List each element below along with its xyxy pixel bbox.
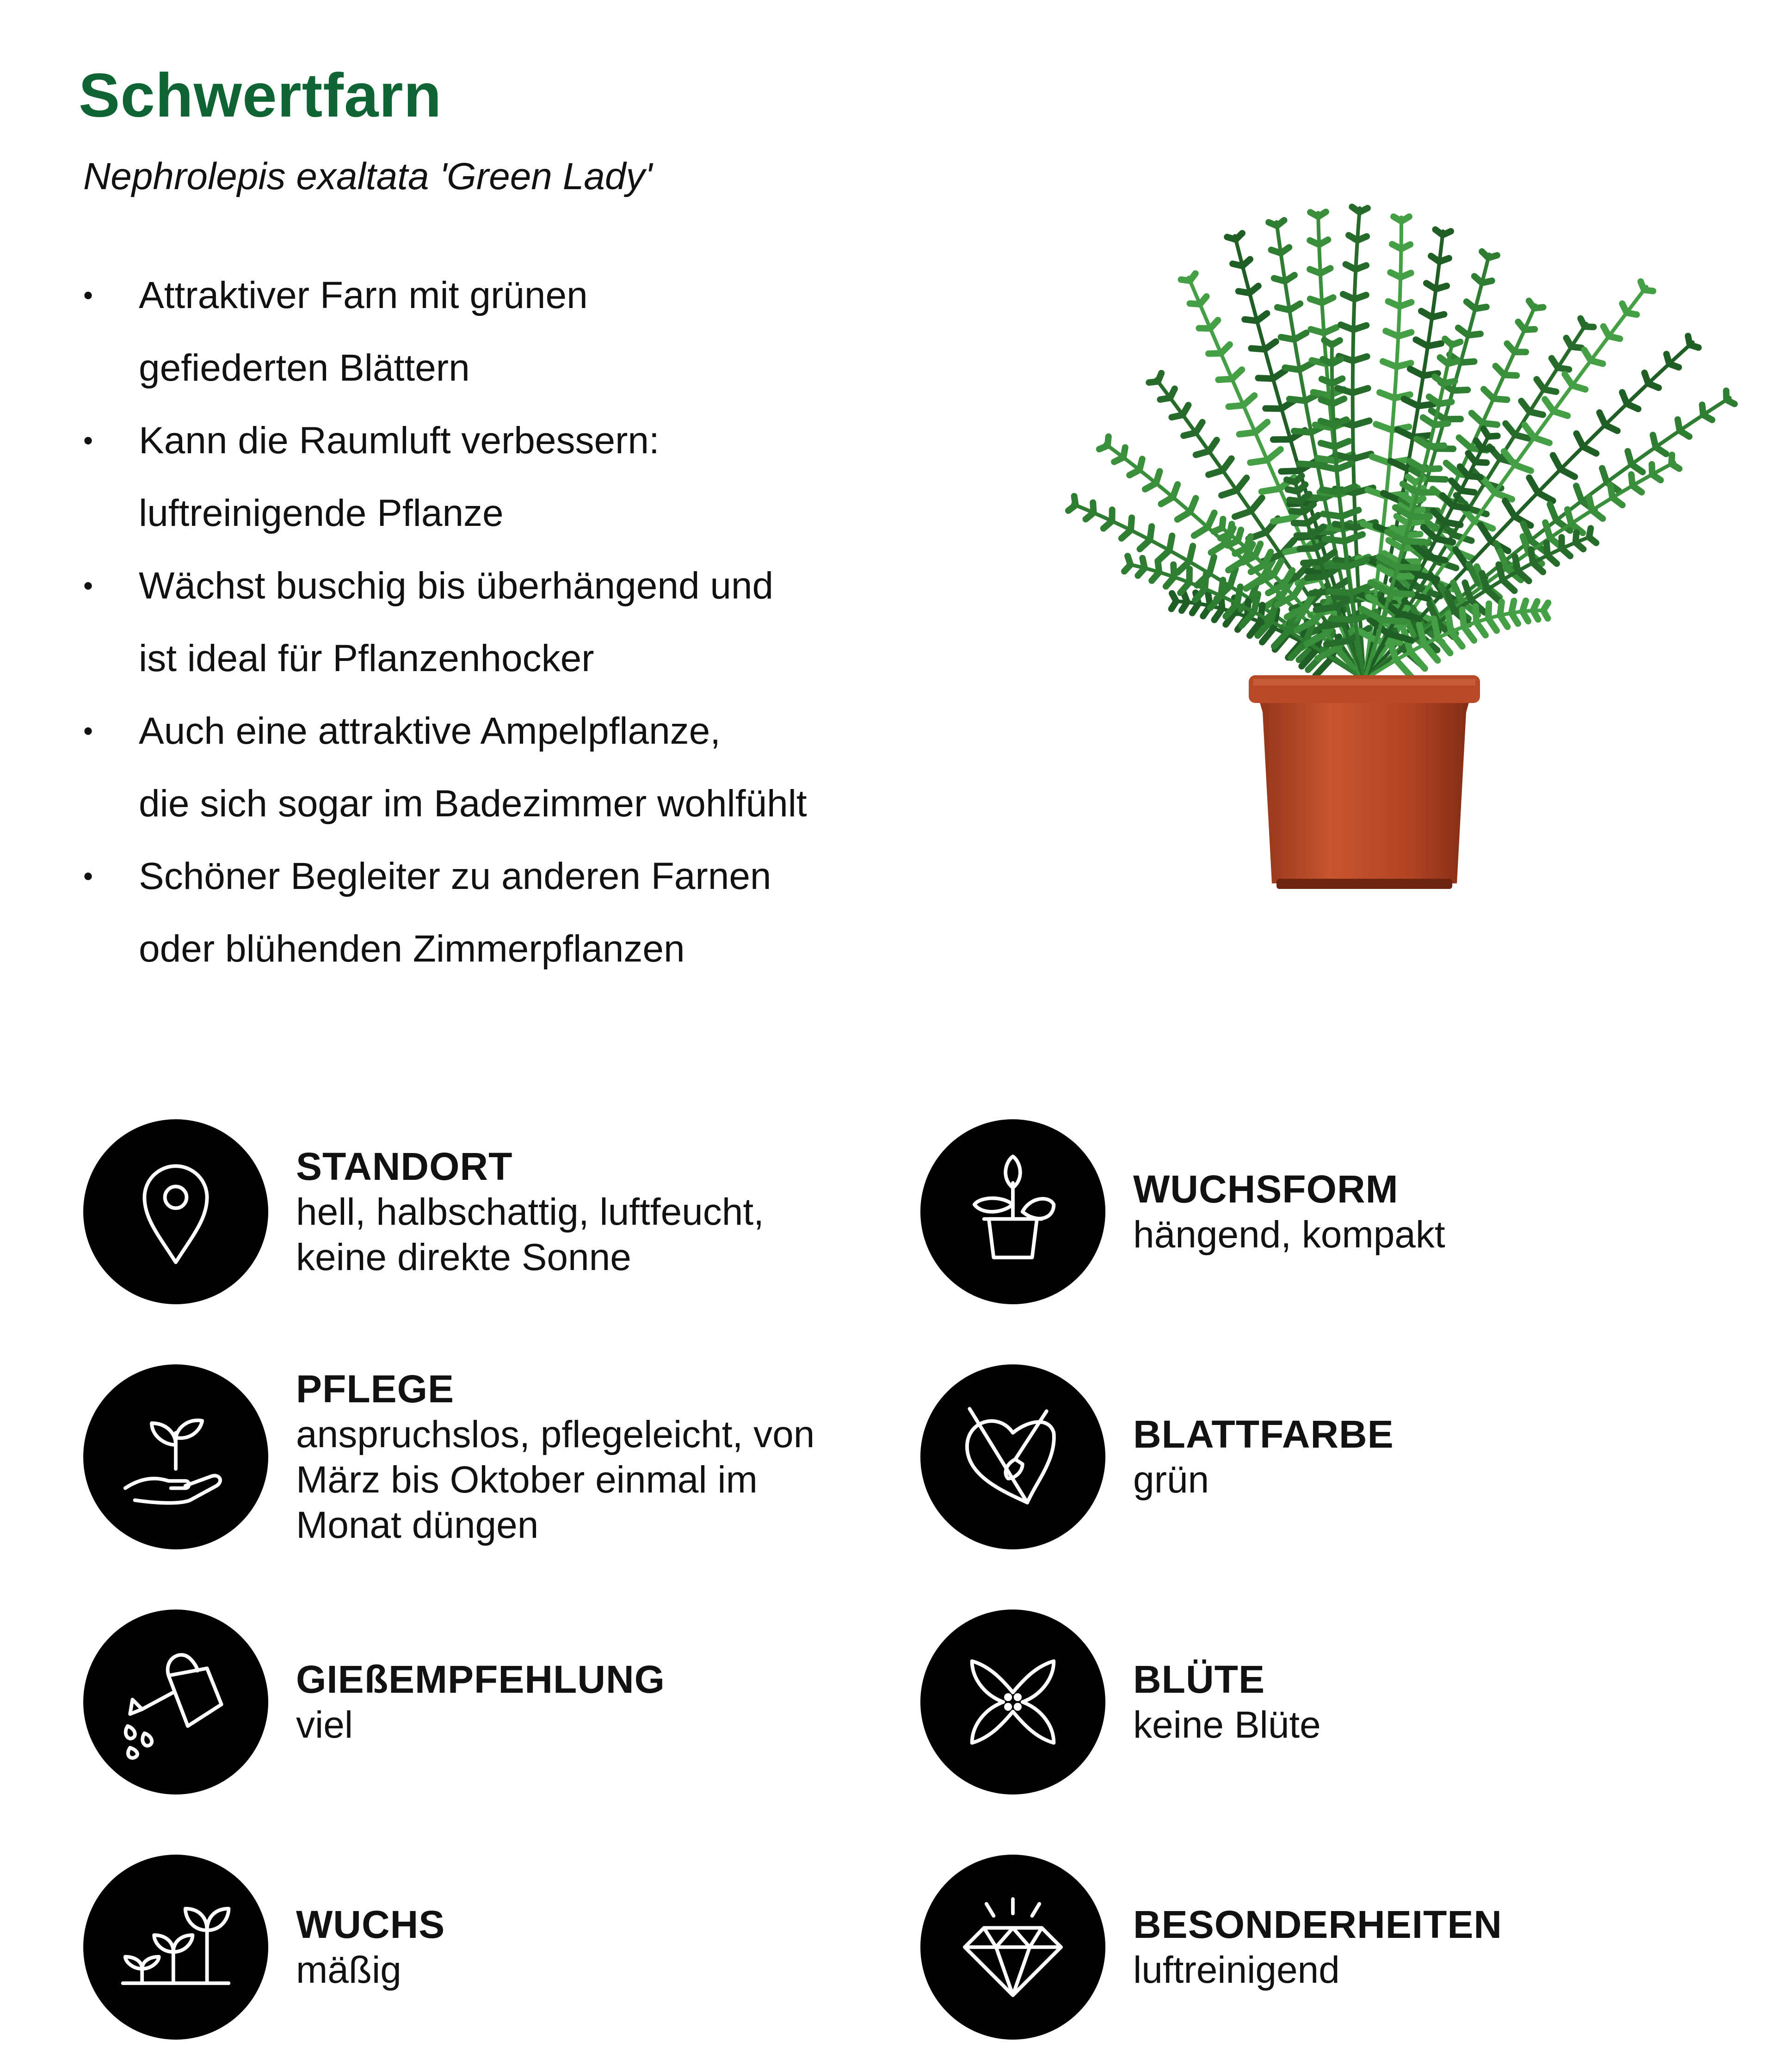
- feature-text: ist ideal für Pflanzenhocker: [139, 637, 594, 679]
- fern-leaflet: [1229, 405, 1244, 407]
- fern-leaflet: [1160, 398, 1170, 400]
- plant-pot: [1249, 675, 1480, 889]
- attribute-value: hell, halbschattig, luftfeucht, keine direkte Sonne: [296, 1191, 764, 1278]
- fern-leaflet: [1496, 366, 1505, 375]
- attribute-label: BLATTFARBE: [1133, 1412, 1394, 1456]
- fern-leaflet: [1218, 379, 1232, 380]
- fern-leaflet: [1321, 466, 1337, 469]
- sprouts-icon: [83, 1855, 268, 2040]
- fern-leaflet: [1383, 361, 1397, 367]
- fern-leaflet: [1446, 463, 1459, 474]
- attribute-label: STANDORT: [296, 1145, 513, 1188]
- fern-leaflet: [1166, 577, 1174, 586]
- fern-leaflet: [1518, 322, 1525, 330]
- fern-leaflet: [1325, 539, 1344, 541]
- fern-leaflet: [1190, 303, 1200, 304]
- fern-leaflet: [1227, 541, 1238, 545]
- fern-leaflet: [1262, 489, 1280, 492]
- fern-leaflet: [1194, 527, 1208, 536]
- fern-leaflet: [1602, 468, 1607, 482]
- fern-leaflet: [1567, 509, 1571, 524]
- fern-leaflet: [1467, 302, 1475, 308]
- fern-leaflet: [1335, 524, 1355, 528]
- fern-leaflet: [1468, 453, 1475, 462]
- fern-leaflet: [1576, 532, 1577, 543]
- fern-leaflet: [1500, 602, 1501, 615]
- fern-leaflet: [1472, 413, 1483, 423]
- fern-leaflet: [1622, 392, 1627, 404]
- bullet: •: [83, 715, 93, 746]
- fern-leaflet: [1214, 609, 1222, 620]
- bullet: •: [83, 280, 93, 311]
- fern-leaflet: [1408, 477, 1415, 482]
- fern-leaflet: [1666, 354, 1669, 364]
- feature-text: die sich sogar im Badezimmer wohlfühlt: [139, 783, 807, 825]
- fern-leaflet: [1138, 568, 1145, 575]
- feature-text: luftreinigende Pflanze: [139, 492, 504, 534]
- fern-leaflet: [1505, 424, 1515, 435]
- fern-leaflet: [1380, 392, 1394, 398]
- fern-leaflet: [1610, 485, 1612, 498]
- fern-leaflet: [1335, 455, 1353, 459]
- feature-text: Wächst buschig bis überhängend und: [139, 565, 774, 607]
- fern-leaflet: [1172, 415, 1183, 417]
- fern-leaflet: [1265, 408, 1282, 409]
- fern-leaflet: [1702, 405, 1703, 415]
- attribute-value: mäßig: [296, 1949, 401, 1991]
- fern-leaflet: [1291, 511, 1304, 512]
- feature-text: Auch eine attraktive Ampelpflanze,: [139, 710, 721, 752]
- fern-leaflet: [1547, 543, 1548, 555]
- fern-leaflet: [1294, 431, 1311, 432]
- fern-leaflet: [1550, 505, 1556, 520]
- fern-leaflet: [1114, 457, 1123, 462]
- fern-leaflet: [1145, 483, 1156, 489]
- fern-leaflet: [1349, 235, 1357, 240]
- attribute-value: viel: [296, 1704, 353, 1746]
- fern-leaflet: [1484, 389, 1493, 399]
- attribute-standort: [83, 1119, 764, 1304]
- fern-leaflet: [1321, 623, 1343, 627]
- fern-leaflet: [1631, 475, 1633, 486]
- fern-leaflet: [1515, 556, 1518, 571]
- fern-leaflet: [1303, 562, 1320, 563]
- fern-leaflet: [1287, 480, 1295, 482]
- fern-leaflet: [1251, 565, 1264, 572]
- feature-item: [83, 767, 916, 840]
- fern-leaflet: [1321, 443, 1335, 447]
- attribute-label: BLÜTE: [1133, 1658, 1265, 1701]
- fern-leaflet: [1321, 400, 1332, 404]
- fern-leaflet: [1221, 534, 1230, 538]
- fern-leaflet: [1483, 479, 1495, 493]
- fern-leaflet: [1445, 339, 1452, 345]
- fern-leaflet: [1196, 451, 1209, 455]
- flower-icon: [920, 1610, 1105, 1794]
- fern-leaflet: [1565, 374, 1572, 385]
- fern-leaflet: [1161, 497, 1172, 504]
- fern-plant-image: [1036, 204, 1748, 916]
- fern-leaflet: [1416, 339, 1428, 346]
- fern-leaflet: [1250, 460, 1267, 462]
- attribute-label: GIEßEMPFEHLUNG: [296, 1658, 666, 1701]
- feature-item: [83, 259, 916, 332]
- fern-leaflet: [1628, 451, 1631, 464]
- fern-leaflet: [1552, 358, 1558, 368]
- fern-leaflet: [1435, 377, 1444, 383]
- fern-leaflet: [1488, 604, 1489, 618]
- feature-item: [83, 695, 916, 767]
- fern-leaflet: [1545, 399, 1554, 411]
- fern-leaflet: [1589, 528, 1591, 537]
- fern-leaflet: [1172, 601, 1177, 609]
- feature-item: [83, 913, 916, 985]
- bullet: •: [83, 861, 93, 892]
- feature-item: [83, 840, 916, 913]
- fern-leaflet: [1211, 543, 1226, 553]
- attribute-label: WUCHS: [296, 1903, 445, 1946]
- fern-leaflet: [1311, 329, 1324, 333]
- fern-leaflet: [1726, 391, 1727, 400]
- feature-item: [83, 332, 916, 404]
- fern-leaflet: [1332, 618, 1355, 620]
- fern-leaflet: [1214, 528, 1222, 532]
- fern-leaflet: [1324, 340, 1332, 345]
- fern-leaflet: [1251, 348, 1264, 349]
- fern-leaflet: [1536, 379, 1544, 389]
- fern-leaflet: [1310, 299, 1322, 302]
- attribute-besonderheiten: [920, 1855, 1502, 2040]
- fern-leaflet: [1498, 565, 1502, 580]
- fern-leaflet: [1317, 458, 1335, 461]
- fern-leaflet: [1410, 369, 1423, 376]
- feature-item: [83, 477, 916, 549]
- fern-leaflet: [1086, 513, 1094, 519]
- attribute-value: luftreinigend: [1133, 1949, 1340, 1991]
- fern-leaflet: [1294, 523, 1307, 524]
- fern-leaflet: [1523, 601, 1526, 611]
- feature-text: oder blühenden Zimmerpflanzen: [139, 928, 685, 970]
- fern-leaflet: [1314, 392, 1329, 395]
- fern-leaflet: [1192, 604, 1198, 613]
- fern-leaflet: [1323, 514, 1341, 517]
- attribute-blattfarbe: [920, 1364, 1394, 1549]
- fern-leaflet: [1307, 569, 1329, 571]
- feature-item: [83, 549, 916, 622]
- fern-leaflet: [1396, 660, 1412, 677]
- fern-leaflet: [1288, 489, 1298, 491]
- fern-leaflet: [1352, 207, 1359, 212]
- attribute-label: WUCHSFORM: [1133, 1167, 1399, 1211]
- fern-leaflet: [1394, 216, 1401, 221]
- attribute-value: grün: [1133, 1459, 1209, 1501]
- fern-leaflet: [1580, 318, 1585, 327]
- product-title: Schwertfarn: [79, 61, 442, 130]
- fern-leaflet: [1209, 470, 1223, 475]
- fern-leaflet: [1543, 603, 1548, 610]
- feature-item: [83, 404, 916, 477]
- fern-leaflet: [1640, 282, 1644, 290]
- fern-leaflet: [1576, 433, 1583, 447]
- location-pin-icon: [83, 1119, 268, 1304]
- fern-leaflet: [1423, 418, 1435, 425]
- fern-leaflet: [1372, 456, 1389, 462]
- fern-leaflet: [1326, 641, 1350, 644]
- fern-leaflet: [1277, 307, 1289, 310]
- fern-leaflet: [1322, 379, 1332, 383]
- fern-leaflet: [1529, 301, 1534, 308]
- fern-leaflet: [1271, 250, 1281, 253]
- fern-leaflet: [1584, 350, 1591, 361]
- fern-leaflet: [1382, 620, 1406, 622]
- diamond-icon: [920, 1855, 1105, 2040]
- fern-leaflet: [1322, 489, 1339, 493]
- fern-leaflet: [1599, 413, 1605, 425]
- fern-leaflet: [1181, 279, 1190, 281]
- fern-leaflet: [1533, 601, 1537, 610]
- fern-leaflet: [1310, 269, 1320, 273]
- fern-leaflet: [1346, 264, 1356, 269]
- attribute-label: BESONDERHEITEN: [1133, 1903, 1503, 1946]
- leaf-brush-icon: [920, 1364, 1105, 1549]
- feature-text: gefiederten Blättern: [139, 347, 470, 389]
- fern-leaflet: [1209, 353, 1221, 354]
- fern-leaflet: [1553, 455, 1560, 469]
- fern-leaflet: [1068, 505, 1076, 511]
- attribute-value: keine Blüte: [1133, 1704, 1321, 1746]
- fern-leaflet: [1652, 464, 1653, 475]
- fern-leaflet: [1576, 486, 1582, 501]
- feature-text: Kann die Raumluft verbessern:: [139, 419, 660, 462]
- fern-leaflet: [1377, 641, 1400, 643]
- fern-leaflet: [1529, 478, 1538, 493]
- attribute-giessempfehlung: [83, 1610, 665, 1794]
- fern-leaflet: [1688, 336, 1690, 345]
- fern-leaflet: [1285, 368, 1300, 370]
- fern-leaflet: [1178, 512, 1190, 519]
- attribute-bluete: [920, 1610, 1321, 1794]
- fern-leaflet: [1566, 338, 1572, 347]
- feature-text: Attraktiver Farn mit grünen: [139, 274, 588, 316]
- latin-name: Nephrolepis exaltata 'Green Lady': [83, 155, 653, 197]
- watering-can-icon: [83, 1610, 268, 1794]
- fern-leaflet: [1310, 212, 1318, 217]
- attribute-label: PFLEGE: [296, 1367, 455, 1411]
- fern-leaflet: [1507, 344, 1514, 352]
- fern-leaflet: [1603, 327, 1609, 336]
- fern-leaflet: [1323, 359, 1332, 364]
- fern-leaflet: [1245, 320, 1257, 321]
- fern-leaflet: [1326, 565, 1347, 567]
- fern-leaflet: [1388, 302, 1400, 307]
- fern-leaflet: [1307, 576, 1326, 578]
- fern-leaflet: [1122, 530, 1131, 538]
- fern-leaflet: [1622, 303, 1627, 313]
- fern-leaflet: [1269, 222, 1277, 226]
- fern-leaflet: [1386, 331, 1398, 336]
- fern-leaflet: [1281, 337, 1295, 339]
- attribute-value: anspruchslos, pflegeleicht, von März bis Oktober einmal im Monat düngen: [296, 1413, 815, 1546]
- fern-leaflet: [1448, 614, 1451, 632]
- fern-leaflet: [1511, 601, 1514, 613]
- fern-leaflet: [1440, 358, 1448, 364]
- feature-list: [83, 259, 916, 985]
- fern-leaflet: [1426, 283, 1436, 289]
- fern-leaflet: [1310, 240, 1319, 245]
- fern-leaflet: [1474, 276, 1482, 283]
- bullet: •: [83, 570, 93, 601]
- fern-leaflet: [1390, 272, 1400, 278]
- fern-leaflet: [1459, 438, 1471, 448]
- fern-leaflet: [1376, 424, 1392, 430]
- fern-leaflet: [1235, 511, 1251, 517]
- fern-leaflet: [1482, 252, 1488, 258]
- fern-leaflet: [1343, 294, 1355, 299]
- fern-leaflet: [1392, 244, 1401, 249]
- fern-leaflet: [1227, 237, 1236, 240]
- attribute-value: hängend, kompakt: [1133, 1214, 1445, 1256]
- fern-leaflet: [1677, 419, 1679, 431]
- fern-leaflet: [1458, 328, 1468, 335]
- feature-text: Schöner Begleiter zu anderen Farnen: [139, 855, 771, 897]
- fern-leaflet: [1404, 399, 1418, 406]
- fern-leaflet: [1140, 540, 1150, 549]
- fern-leaflet: [1239, 291, 1250, 293]
- fern-leaflet: [1104, 521, 1112, 529]
- attribute-wuchs: [83, 1855, 445, 2040]
- fern-leaflet: [1398, 430, 1413, 437]
- fern-leaflet: [1221, 490, 1237, 495]
- fern-leaflet: [1124, 565, 1130, 571]
- fern-leaflet: [1421, 311, 1432, 317]
- fern-leaflet: [1505, 501, 1515, 517]
- fern-leaflet: [1390, 593, 1412, 594]
- fern-leaflet: [1184, 433, 1196, 436]
- potted-plant-icon: [920, 1119, 1105, 1304]
- fern-leaflet: [1434, 619, 1438, 638]
- fern-leaflet: [1338, 388, 1353, 393]
- fern-leaflet: [1273, 518, 1293, 521]
- fern-leaflet: [1099, 446, 1108, 450]
- hand-seedling-icon: [83, 1364, 268, 1549]
- feature-item: [83, 622, 916, 695]
- fern-leaflet: [1316, 607, 1337, 610]
- fern-leaflet: [1435, 229, 1443, 235]
- fern-leaflet: [1484, 429, 1488, 437]
- fern-leaflet: [1645, 373, 1648, 383]
- fern-leaflet: [1233, 264, 1242, 266]
- attribute-wuchsform: [920, 1119, 1445, 1304]
- fern-leaflet: [1239, 432, 1255, 434]
- fern-leaflet: [1671, 455, 1672, 464]
- fern-leaflet: [1589, 497, 1592, 511]
- fern-leaflet: [1321, 421, 1334, 425]
- fern-leaflet: [1274, 278, 1285, 282]
- fern-leaflet: [1545, 523, 1550, 538]
- fern-leaflet: [1341, 325, 1353, 330]
- fern-leaflet: [1299, 464, 1318, 465]
- fern-leaflet: [1180, 583, 1189, 593]
- fern-leaflet: [1531, 549, 1533, 563]
- fern-leaflet: [1152, 572, 1159, 580]
- fern-leaflet: [1521, 401, 1529, 412]
- fern-leaflet: [1289, 399, 1305, 401]
- fern-leaflet: [1289, 500, 1301, 501]
- fern-leaflet: [1462, 610, 1464, 627]
- attribute-pflege: [83, 1364, 814, 1549]
- bullet: •: [83, 425, 93, 456]
- fern-leaflet: [1653, 435, 1656, 447]
- fern-leaflet: [1129, 470, 1140, 475]
- fern-leaflet: [1329, 591, 1350, 592]
